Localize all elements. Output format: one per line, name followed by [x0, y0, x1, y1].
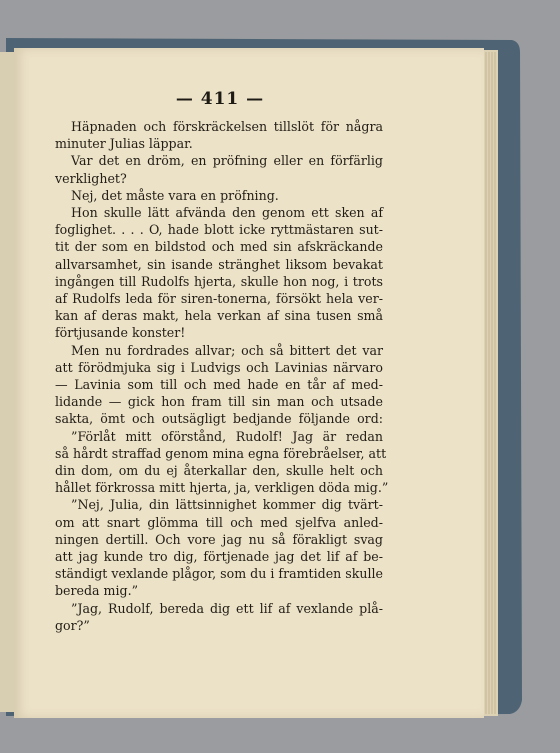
text-line: om att snart glömma till och med sjelfva anled-	[55, 514, 383, 530]
text-line: ständigt vexlande plågor, som du i framtiden skulle	[55, 566, 383, 582]
text-line: din dom, om du ej återkallar den, skulle helt och	[55, 463, 383, 479]
text-line: Häpnaden och förskräckelsen tillslöt för några	[71, 119, 383, 134]
text-line: Hon skulle lätt afvända den genom ett sken af	[71, 205, 383, 221]
text-line: Men nu fordrades allvar; och så bittert det var	[71, 342, 383, 358]
text-line: att förödmjuka sig i Ludvigs och Lavinias närvaro	[55, 359, 383, 375]
text-line: Nej, det måste vara en pröfning.	[71, 187, 279, 203]
text-line: lidande — gick hon fram till sin man och utsade	[55, 394, 383, 410]
text-line: Var det en dröm, en pröfning eller en förfärlig	[71, 153, 383, 169]
text-line: sakta, ömt och outsägligt bedjande följande ord:	[55, 411, 383, 427]
page-number: — 411 —	[175, 89, 265, 109]
text-line: ningen dertill. Och vore jag nu så förakligt svag	[55, 531, 383, 547]
text-line: allvarsamhet, sin isande stränghet liksom bevakat	[55, 256, 383, 272]
text-line: ”Nej, Julia, din lättsinnighet kommer dig tvärt-	[71, 497, 383, 513]
text-line: ”Jag, Rudolf, bereda dig ett lif af vexlande plå-	[71, 600, 383, 616]
text-line: bereda mig.”	[55, 583, 139, 599]
text-line: tit der som en bildstod och med sin afskräckande	[55, 239, 383, 255]
text-line: gor?”	[55, 617, 90, 633]
text-line: foglighet. . . . O, hade blott icke ryttmästaren sut-	[55, 222, 383, 238]
text-line: ”Förlåt mitt oförstånd, Rudolf! Jag är redan	[71, 428, 383, 444]
text-line: — Lavinia som till och med hade en tår af med-	[55, 377, 383, 393]
text-line: af Rudolfs leda för siren-tonerna, försökt hela ver-	[55, 291, 383, 307]
text-line: att jag kunde tro dig, förtjenade jag det lif af be-	[55, 549, 383, 565]
text-line: verklighet?	[55, 170, 127, 186]
text-line: minuter Julias läppar.	[55, 136, 193, 152]
text-line: förtjusande konster!	[55, 325, 186, 341]
text-line: ingången till Rudolfs hjerta, skulle hon nog, i trots	[55, 273, 383, 289]
text-line: hållet förkrossa mitt hjerta, ja, verkligen döda mig.”	[55, 480, 389, 496]
text-line: kan af deras makt, hela verkan af sina tusen små	[55, 308, 383, 324]
text-line: så hårdt straffad genom mina egna förebråelser, att	[55, 445, 387, 461]
page-text	[55, 118, 389, 634]
